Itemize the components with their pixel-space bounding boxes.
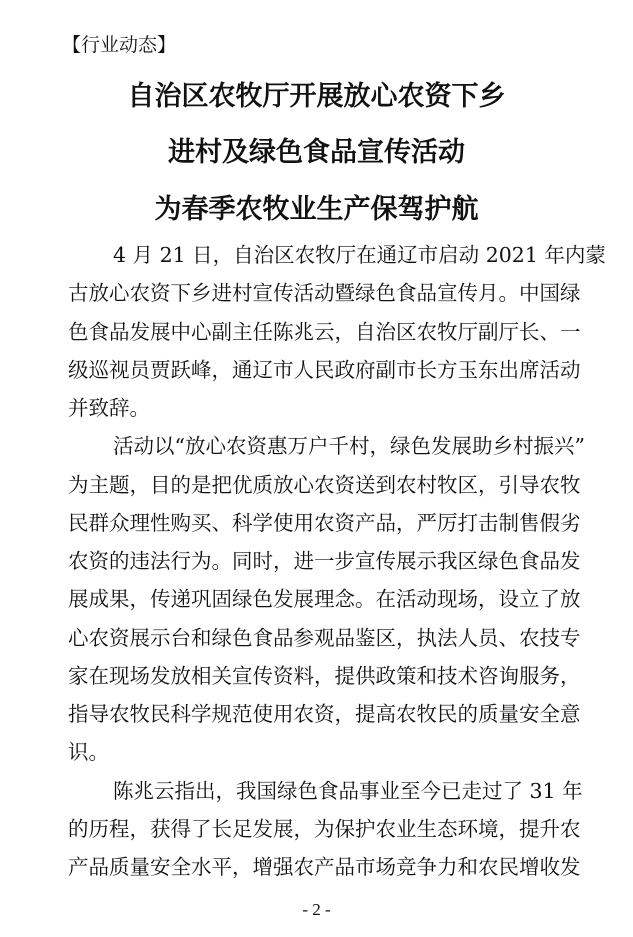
paragraph-line: 心农资展示台和绿色食品参观品鉴区，执法人员、农技专 bbox=[68, 625, 581, 650]
article-body bbox=[68, 236, 606, 886]
paragraph-line: 民群众理性购买、科学使用农资产品，严厉打击制售假劣 bbox=[68, 510, 581, 535]
paragraph bbox=[68, 772, 583, 887]
paragraph-line: 识。 bbox=[68, 740, 109, 765]
paragraph-line: 为主题，目的是把优质放心农资送到农村牧区，引导农牧 bbox=[68, 472, 581, 497]
paragraph-line: 产品质量安全水平，增强农产品市场竞争力和农民增收发 bbox=[68, 855, 581, 879]
paragraph-line: 色食品发展中心副主任陈兆云，自治区农牧厅副厅长、一 bbox=[68, 319, 581, 344]
title-line: 自治区农牧厅开展放心农资下乡 bbox=[127, 81, 506, 112]
paragraph-line: 展成果，传递巩固绿色发展理念。在活动现场，设立了放 bbox=[68, 587, 581, 612]
paragraph-line: 家在现场发放相关宣传资料，提供政策和技术咨询服务， bbox=[68, 663, 581, 688]
section-tag: 【行业动态】 bbox=[62, 34, 177, 56]
page-number: - 2 - bbox=[302, 900, 331, 919]
paragraph-line: 级巡视员贾跃峰，通辽市人民政府副市长方玉东出席活动 bbox=[68, 357, 581, 382]
paragraph-line: 陈兆云指出，我国绿色食品事业至今已走过了 31 年 bbox=[113, 778, 583, 803]
paragraph-line: 活动以“放心农资惠万户千村，绿色发展助乡村振兴” bbox=[113, 434, 585, 459]
paragraph bbox=[68, 427, 585, 771]
paragraph bbox=[68, 236, 606, 427]
paragraph-line: 并致辞。 bbox=[68, 396, 150, 420]
paragraph-line: 的历程，获得了长足发展，为保护农业生态环境，提升农 bbox=[68, 816, 581, 841]
paragraph-line: 4 月 21 日，自治区农牧厅在通辽市启动 2021 年内蒙 bbox=[113, 243, 606, 267]
title-line: 进村及绿色食品宣传活动 bbox=[168, 137, 465, 168]
paragraph-line: 古放心农资下乡进村宣传活动暨绿色食品宣传月。中国绿 bbox=[68, 281, 581, 306]
title-line: 为春季农牧业生产保驾护航 bbox=[154, 194, 479, 225]
paragraph-line: 指导农牧民科学规范使用农资，提高农牧民的质量安全意 bbox=[68, 702, 581, 726]
paragraph-line: 农资的违法行为。同时，进一步宣传展示我区绿色食品发 bbox=[68, 549, 581, 573]
